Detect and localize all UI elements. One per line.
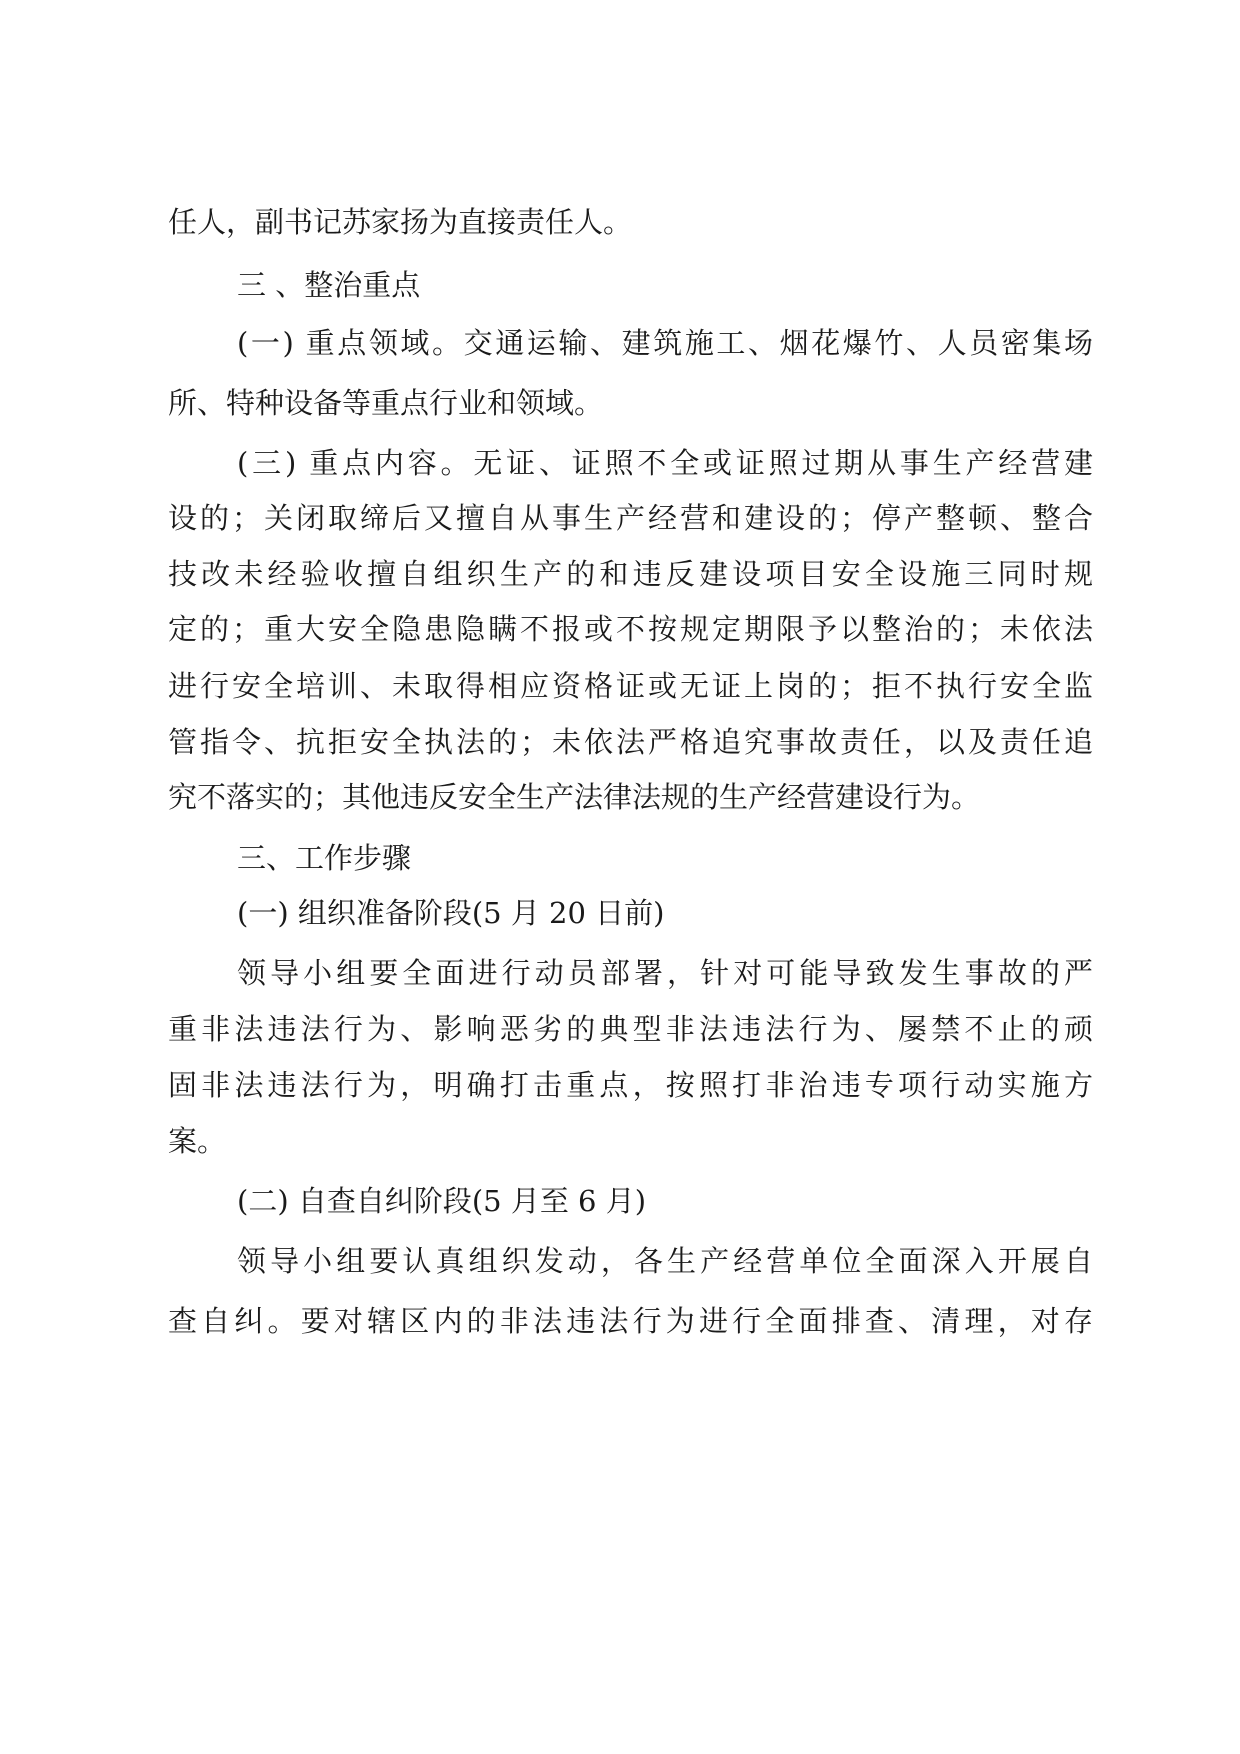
section-heading: 三 、整治重点: [237, 268, 421, 302]
paragraph-line: 任人，副书记苏家扬为直接责任人。: [168, 205, 633, 239]
paragraph-line: 管指令、抗拒安全执法的；未依法严格追究事故责任，以及责任追: [168, 725, 1093, 759]
paragraph-line: 固非法违法行为，明确打击重点，按照打非治违专项行动实施方: [168, 1068, 1093, 1102]
paragraph-line: 进行安全培训、未取得相应资格证或无证上岗的；拒不执行安全监: [168, 669, 1093, 703]
section-heading: 三、工作步骤: [237, 841, 412, 875]
paragraph-line: 所、特种设备等重点行业和领域。: [168, 386, 604, 420]
paragraph-line: 定的；重大安全隐患隐瞒不报或不按规定期限予以整治的；未依法: [168, 612, 1093, 646]
paragraph-line: 领导小组要认真组织发动，各生产经营单位全面深入开展自: [237, 1244, 1093, 1278]
subsection-heading: (一) 组织准备阶段(5 月 20 日前): [237, 896, 665, 930]
paragraph-line: 查自纠。要对辖区内的非法违法行为进行全面排查、清理，对存: [168, 1304, 1093, 1338]
paragraph-line: (三) 重点内容。无证、证照不全或证照过期从事生产经营建: [237, 446, 1093, 480]
paragraph-line: (一) 重点领域。交通运输、建筑施工、烟花爆竹、人员密集场: [237, 326, 1093, 360]
paragraph-line: 究不落实的；其他违反安全生产法律法规的生产经营建设行为。: [168, 780, 981, 814]
paragraph-line: 技改未经验收擅自组织生产的和违反建设项目安全设施三同时规: [168, 557, 1093, 591]
paragraph-line: 案。: [168, 1124, 227, 1158]
paragraph-line: 领导小组要全面进行动员部署，针对可能导致发生事故的严: [237, 956, 1093, 990]
paragraph-line: 设的；关闭取缔后又擅自从事生产经营和建设的；停产整顿、整合: [168, 501, 1093, 535]
paragraph-line: 重非法违法行为、影响恶劣的典型非法违法行为、屡禁不止的顽: [168, 1012, 1093, 1046]
subsection-heading: (二) 自查自纠阶段(5 月至 6 月): [237, 1184, 647, 1218]
